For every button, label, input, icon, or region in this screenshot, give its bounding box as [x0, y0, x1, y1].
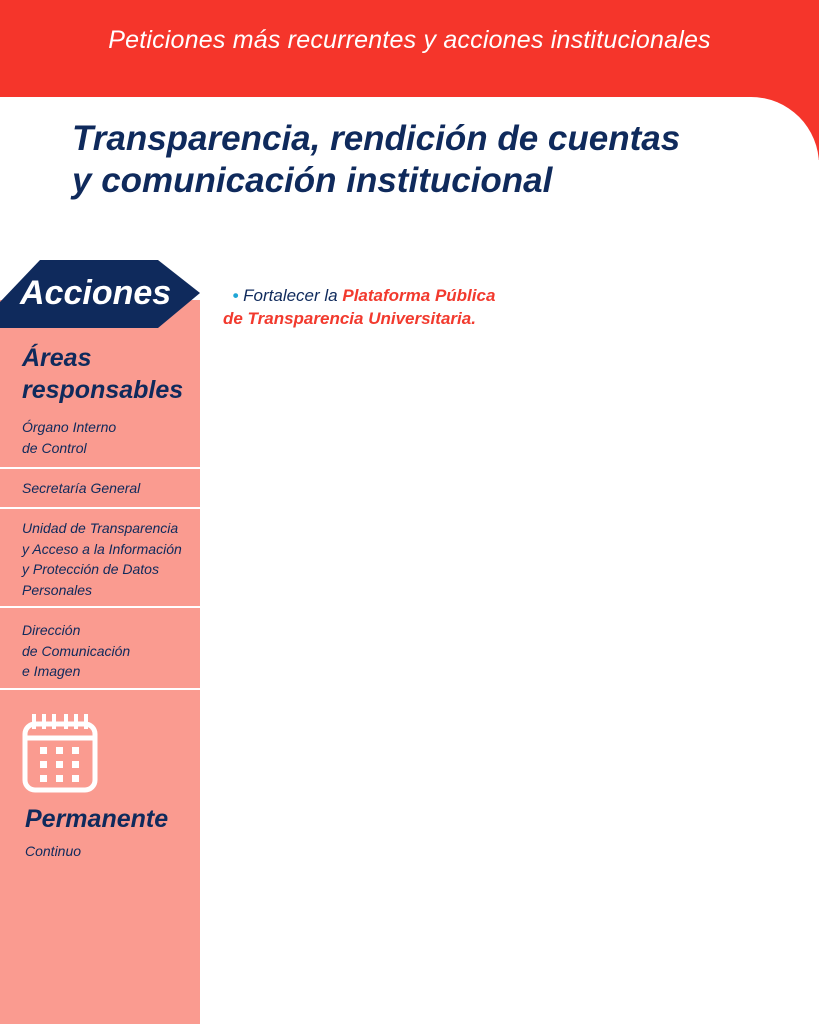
- action-text-highlight-2: de Transparencia Universitaria.: [223, 309, 476, 328]
- page-title: [72, 118, 772, 202]
- acciones-label: Acciones: [20, 274, 172, 312]
- action-text-plain: Fortalecer la: [243, 286, 338, 305]
- divider: [0, 688, 200, 690]
- action-text-highlight-1: Plataforma Pública: [342, 286, 496, 305]
- calendar-icon: [22, 712, 98, 799]
- area-item-direccion-comunicacion: Dirección de Comunicación e Imagen: [22, 622, 131, 679]
- page-title-line-2: y comunicación institucional: [72, 161, 553, 200]
- area-item-secretaria-general: Secretaría General: [22, 480, 141, 496]
- plazo-subtitle: Continuo: [25, 843, 82, 859]
- divider: [0, 606, 200, 608]
- page-title-line-1: Transparencia, rendición de cuentas: [72, 119, 681, 158]
- action-item: [223, 284, 583, 330]
- action-line-2: [223, 307, 583, 330]
- header-title: Peticiones más recurrentes y acciones institucionales: [108, 26, 711, 54]
- action-line-1: [223, 284, 583, 307]
- plazo-title: Permanente: [25, 805, 169, 833]
- divider: [0, 507, 200, 509]
- divider: [0, 467, 200, 469]
- area-item-organo-interno: Órgano Interno de Control: [22, 419, 117, 456]
- areas-responsables-title: Áreas responsables: [22, 344, 184, 404]
- area-item-unidad-transparencia: Unidad de Transparencia y Acceso a la Información y Protección de Datos Personales: [22, 520, 182, 598]
- bullet-icon: •: [232, 286, 239, 305]
